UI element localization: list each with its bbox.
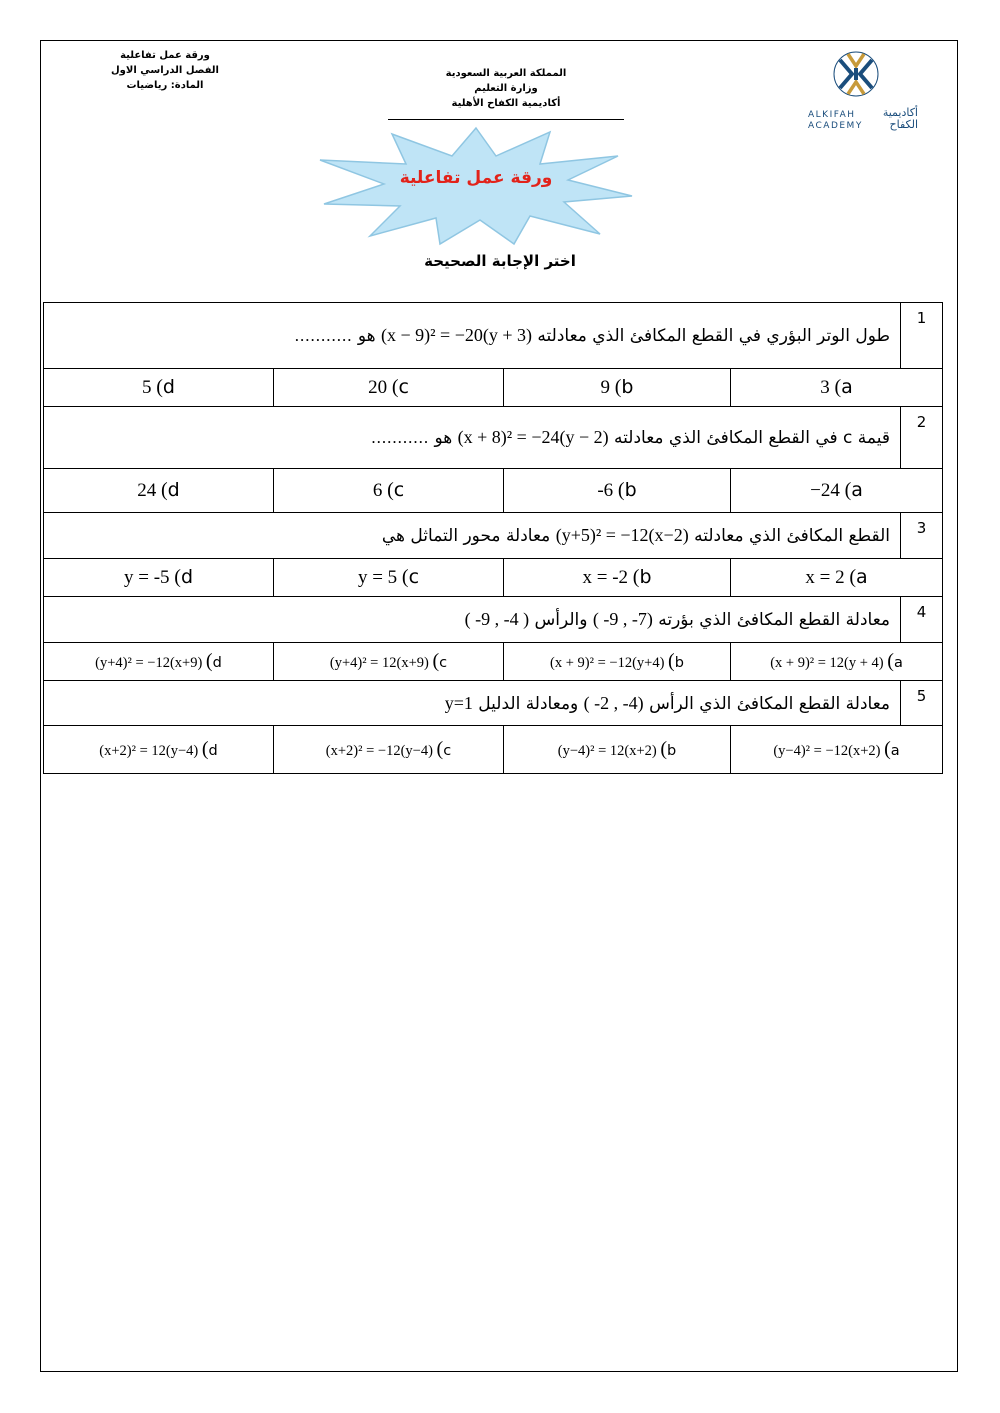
country-name: المملكة العربية السعودية [445, 68, 567, 79]
option-value: (y+4)² = 12(x+9) [329, 655, 429, 671]
option-letter: c [393, 479, 405, 501]
options-row [44, 369, 943, 407]
semester-label: الفصل الدراسي الاول [111, 65, 219, 76]
logo-english [808, 110, 863, 132]
worksheet-title: ورقة عمل تفاعلية [399, 168, 553, 188]
option-value: 6 [372, 480, 383, 501]
option-letter: a [851, 479, 863, 501]
options-row [44, 469, 943, 513]
option-value: (y−4)² = 12(x+2) [557, 743, 657, 759]
options-row [44, 559, 943, 597]
question-text [44, 303, 901, 369]
worksheet-label: ورقة عمل تفاعلية [120, 50, 210, 61]
option-letter: b [624, 479, 637, 501]
option-b[interactable]: 9 (b [504, 369, 731, 407]
option-c[interactable]: 20 (c [274, 369, 504, 407]
option-letter: a [856, 566, 868, 588]
option-b[interactable]: (x + 9)² = −12(y+4) (b [504, 643, 731, 681]
question-equation: (x + 8)² = −24(y − 2) [457, 427, 609, 447]
option-letter: d [167, 479, 180, 501]
question-suffix: هو [357, 326, 376, 346]
option-c[interactable]: y = 5 (c [274, 559, 504, 597]
option-d[interactable]: (x+2)² = 12(y−4) (d [44, 726, 274, 774]
vertex-point: ( -2 , -4) [583, 692, 644, 713]
focus-point: ( -9 , -7) [592, 609, 653, 629]
question-equation: (x − 9)² = −20(y + 3) [381, 325, 532, 345]
option-value: x = -2 [582, 567, 629, 588]
vertex-point: ( -9 , -4 ) [464, 609, 530, 629]
option-value: −24 [810, 480, 840, 501]
option-value: 9 [600, 377, 610, 398]
option-value: (x + 9)² = −12(y+4) [550, 655, 665, 671]
option-letter: d [208, 743, 218, 759]
question-row [44, 407, 943, 469]
question-prompt: القطع المكافئ الذي معادلته [694, 526, 891, 546]
question-suffix: معادلة محور التماثل هي [381, 526, 551, 546]
option-value: (x+2)² = 12(y−4) [99, 743, 199, 759]
option-c[interactable]: 6 (c [274, 469, 504, 513]
question-text [44, 681, 901, 726]
option-value: -6 [597, 480, 614, 501]
option-value: (y+4)² = −12(x+9) [95, 655, 203, 671]
option-value: 20 [368, 377, 388, 398]
logo-arabic-line1: أكاديمية [882, 106, 918, 119]
option-letter: c [443, 743, 452, 759]
question-prompt: طول الوتر البؤري في القطع المكافئ الذي معادلته [537, 326, 891, 346]
question-prompt: معادلة القطع المكافئ الذي الرأس [649, 693, 891, 714]
question-number: 1 [901, 303, 943, 369]
answer-blank: ........... [294, 326, 353, 345]
logo-arabic [868, 107, 918, 131]
directrix-equation: y=1 [444, 692, 473, 713]
option-value: y = 5 [357, 567, 398, 588]
option-letter: a [890, 743, 900, 759]
question-row [44, 303, 943, 369]
option-value: 24 [137, 480, 157, 501]
option-b[interactable]: x = -2 (b [504, 559, 731, 597]
question-suffix: والرأس [534, 610, 588, 630]
option-value: y = -5 [123, 567, 170, 588]
option-a[interactable]: 3 (a [731, 369, 943, 407]
option-b[interactable]: (y−4)² = 12(x+2) (b [504, 726, 731, 774]
option-letter: a [893, 655, 903, 671]
option-d[interactable]: 5 (d [44, 369, 274, 407]
question-suffix: ومعادلة الدليل [478, 693, 579, 714]
logo-english-line1: ALKIFAH [808, 110, 856, 120]
ministry-header [388, 66, 624, 111]
option-letter: d [180, 566, 194, 588]
option-letter: a [841, 376, 853, 398]
question-prompt: معادلة القطع المكافئ الذي بؤرته [658, 610, 891, 630]
option-letter: c [408, 566, 420, 588]
option-letter: b [621, 376, 634, 398]
question-prompt: قيمة c في القطع المكافئ الذي معادلته [614, 428, 891, 448]
option-d[interactable]: 24 (d [44, 469, 274, 513]
option-a[interactable]: x = 2 (a [731, 559, 943, 597]
option-a[interactable]: (x + 9)² = 12(y + 4) (a [731, 643, 943, 681]
answer-blank: ........... [371, 428, 430, 447]
option-letter: d [162, 376, 175, 398]
question-number: 4 [901, 597, 943, 643]
option-c[interactable]: (x+2)² = −12(y−4) (c [274, 726, 504, 774]
option-c[interactable]: (y+4)² = 12(x+9) (c [274, 643, 504, 681]
question-row [44, 681, 943, 726]
question-number: 5 [901, 681, 943, 726]
option-d[interactable]: y = -5 (d [44, 559, 274, 597]
option-letter: b [667, 743, 677, 759]
logo-arabic-line2: الكفاح [889, 118, 918, 131]
question-number: 2 [901, 407, 943, 469]
option-a[interactable]: (y−4)² = −12(x+2) (a [731, 726, 943, 774]
question-text [44, 407, 901, 469]
option-value: 5 [142, 377, 152, 398]
header-divider [388, 119, 624, 120]
question-text [44, 513, 901, 559]
option-value: (x + 9)² = 12(y + 4) [770, 655, 884, 671]
options-row [44, 643, 943, 681]
options-row [44, 726, 943, 774]
option-value: 3 [820, 377, 830, 398]
question-suffix: هو [434, 428, 453, 448]
question-row [44, 597, 943, 643]
question-equation: (y+5)² = −12(x−2) [555, 525, 689, 545]
option-value: (y−4)² = −12(x+2) [773, 743, 881, 759]
option-b[interactable]: -6 (b [504, 469, 731, 513]
option-d[interactable]: (y+4)² = −12(x+9) (d [44, 643, 274, 681]
option-a[interactable]: −24 (a [731, 469, 943, 513]
questions-table [43, 302, 943, 774]
option-letter: c [398, 376, 409, 398]
option-letter: d [212, 655, 222, 671]
option-letter: b [639, 566, 652, 588]
worksheet-info [100, 48, 230, 93]
subject-label: المادة: رياضيات [126, 80, 204, 91]
option-value: x = 2 [805, 567, 845, 588]
question-text [44, 597, 901, 643]
option-letter: b [674, 655, 684, 671]
question-number: 3 [901, 513, 943, 559]
option-letter: c [439, 655, 448, 671]
logo-english-line2: ACADEMY [808, 121, 863, 131]
instruction-heading: اختر الإجابة الصحيحة [424, 252, 576, 270]
ministry-name: وزارة التعليم [474, 83, 538, 94]
school-name: أكاديمية الكفاح الأهلية [451, 98, 561, 109]
option-value: (x+2)² = −12(y−4) [325, 743, 433, 759]
question-row [44, 513, 943, 559]
